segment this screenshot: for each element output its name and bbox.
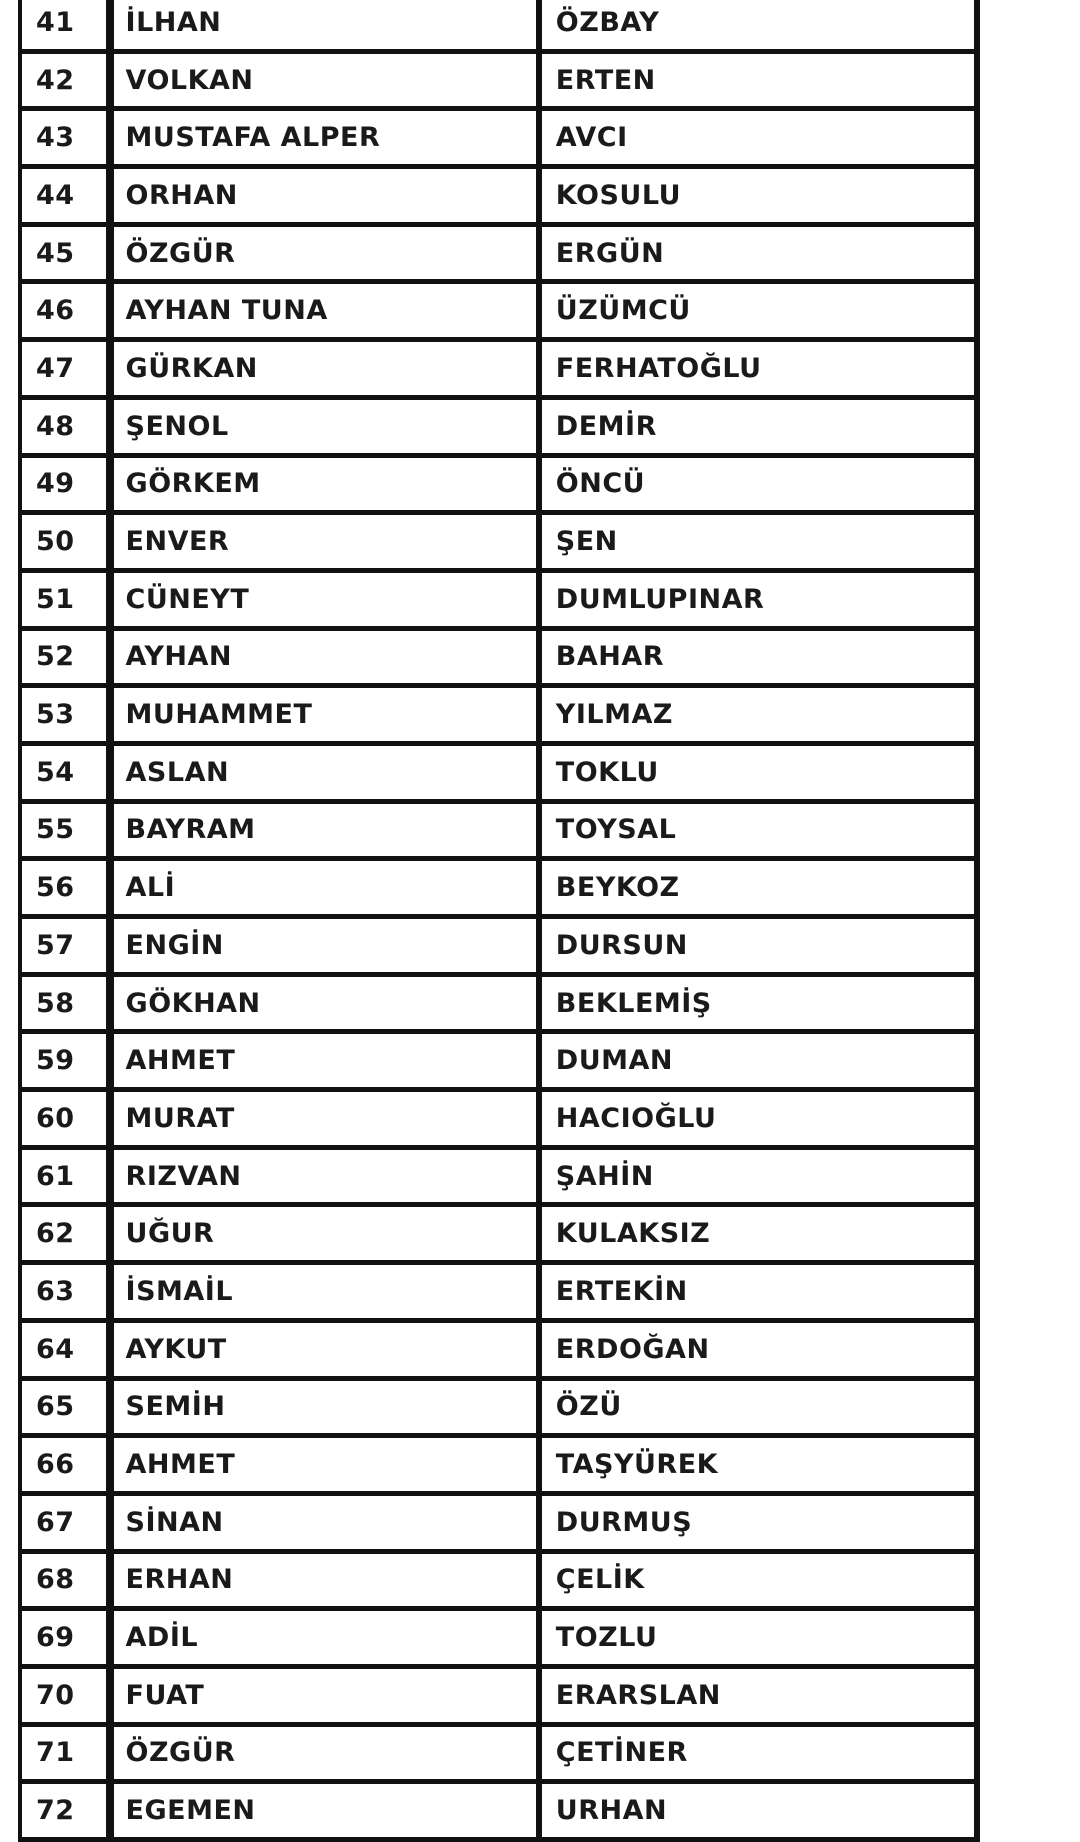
row-number: 54 (22, 746, 106, 799)
last-name-cell: TAŞYÜREK (542, 1438, 974, 1491)
first-name-cell: VOLKAN (114, 54, 536, 107)
last-name-cell: AVCI (542, 111, 974, 164)
table-row (22, 1092, 974, 1150)
first-name-cell: FUAT (114, 1669, 536, 1722)
first-name-cell: AHMET (114, 1034, 536, 1087)
row-number: 55 (22, 804, 106, 857)
row-number: 70 (22, 1669, 106, 1722)
first-name-cell: ÖZGÜR (114, 227, 536, 280)
first-name-cell: UĞUR (114, 1207, 536, 1260)
first-name-cell: GÖKHAN (114, 977, 536, 1030)
first-name-cell: SEMİH (114, 1381, 536, 1434)
row-number: 41 (22, 0, 106, 49)
table-row (22, 1323, 974, 1381)
table-row (22, 0, 974, 54)
last-name-cell: DUMLUPINAR (542, 573, 974, 626)
row-number: 65 (22, 1381, 106, 1434)
row-number: 56 (22, 861, 106, 914)
row-number: 43 (22, 111, 106, 164)
row-number: 52 (22, 631, 106, 684)
table-row (22, 1554, 974, 1612)
row-number: 45 (22, 227, 106, 280)
names-table (18, 0, 980, 1842)
last-name-cell: ERGÜN (542, 227, 974, 280)
last-name-cell: HACIOĞLU (542, 1092, 974, 1145)
table-row (22, 54, 974, 112)
first-name-cell: AYKUT (114, 1323, 536, 1376)
first-name-cell: ENVER (114, 515, 536, 568)
row-number: 42 (22, 54, 106, 107)
first-name-cell: ENGİN (114, 919, 536, 972)
first-name-cell: EGEMEN (114, 1784, 536, 1837)
first-name-cell: ADİL (114, 1611, 536, 1664)
table-row (22, 688, 974, 746)
table-row (22, 1265, 974, 1323)
last-name-cell: KULAKSIZ (542, 1207, 974, 1260)
row-number: 66 (22, 1438, 106, 1491)
row-number: 71 (22, 1727, 106, 1780)
row-number: 47 (22, 342, 106, 395)
table-row (22, 458, 974, 516)
row-number: 61 (22, 1150, 106, 1203)
row-number: 60 (22, 1092, 106, 1145)
row-number: 53 (22, 688, 106, 741)
first-name-cell: MUSTAFA ALPER (114, 111, 536, 164)
table-row (22, 1727, 974, 1785)
last-name-cell: DUMAN (542, 1034, 974, 1087)
table-row (22, 804, 974, 862)
last-name-cell: ÇETİNER (542, 1727, 974, 1780)
row-number: 46 (22, 284, 106, 337)
table-row (22, 1381, 974, 1439)
table-row (22, 111, 974, 169)
last-name-cell: DURSUN (542, 919, 974, 972)
first-name-cell: ŞENOL (114, 400, 536, 453)
table-row (22, 573, 974, 631)
table-row (22, 227, 974, 285)
last-name-cell: ÖZÜ (542, 1381, 974, 1434)
first-name-cell: CÜNEYT (114, 573, 536, 626)
table-row (22, 1496, 974, 1554)
table-row (22, 977, 974, 1035)
first-name-cell: AHMET (114, 1438, 536, 1491)
last-name-cell: ERTEKİN (542, 1265, 974, 1318)
first-name-cell: GÖRKEM (114, 458, 536, 511)
row-number: 49 (22, 458, 106, 511)
row-number: 44 (22, 169, 106, 222)
first-name-cell: İSMAİL (114, 1265, 536, 1318)
last-name-cell: ÖNCÜ (542, 458, 974, 511)
row-number: 51 (22, 573, 106, 626)
table-row (22, 1669, 974, 1727)
last-name-cell: DURMUŞ (542, 1496, 974, 1549)
table-row (22, 342, 974, 400)
row-number: 67 (22, 1496, 106, 1549)
last-name-cell: BEKLEMİŞ (542, 977, 974, 1030)
last-name-cell: ERDOĞAN (542, 1323, 974, 1376)
table-row (22, 746, 974, 804)
row-number: 57 (22, 919, 106, 972)
first-name-cell: MUHAMMET (114, 688, 536, 741)
table-row (22, 919, 974, 977)
last-name-cell: ÖZBAY (542, 0, 974, 49)
last-name-cell: URHAN (542, 1784, 974, 1837)
first-name-cell: ÖZGÜR (114, 1727, 536, 1780)
first-name-cell: GÜRKAN (114, 342, 536, 395)
row-number: 48 (22, 400, 106, 453)
last-name-cell: ERTEN (542, 54, 974, 107)
table-row (22, 400, 974, 458)
last-name-cell: TOYSAL (542, 804, 974, 857)
last-name-cell: ŞEN (542, 515, 974, 568)
last-name-cell: KOSULU (542, 169, 974, 222)
last-name-cell: DEMİR (542, 400, 974, 453)
row-number: 62 (22, 1207, 106, 1260)
table-row (22, 1034, 974, 1092)
first-name-cell: ERHAN (114, 1554, 536, 1607)
first-name-cell: ASLAN (114, 746, 536, 799)
row-number: 64 (22, 1323, 106, 1376)
row-number: 63 (22, 1265, 106, 1318)
last-name-cell: TOZLU (542, 1611, 974, 1664)
row-number: 68 (22, 1554, 106, 1607)
table-row (22, 1207, 974, 1265)
first-name-cell: ALİ (114, 861, 536, 914)
first-name-cell: MURAT (114, 1092, 536, 1145)
table-row (22, 284, 974, 342)
first-name-cell: AYHAN TUNA (114, 284, 536, 337)
last-name-cell: ÇELİK (542, 1554, 974, 1607)
row-number: 72 (22, 1784, 106, 1837)
last-name-cell: ERARSLAN (542, 1669, 974, 1722)
last-name-cell: BAHAR (542, 631, 974, 684)
last-name-cell: BEYKOZ (542, 861, 974, 914)
row-number: 59 (22, 1034, 106, 1087)
row-number: 58 (22, 977, 106, 1030)
first-name-cell: İLHAN (114, 0, 536, 49)
table-row (22, 1784, 974, 1842)
last-name-cell: ÜZÜMCÜ (542, 284, 974, 337)
table-row (22, 1611, 974, 1669)
first-name-cell: ORHAN (114, 169, 536, 222)
last-name-cell: ŞAHİN (542, 1150, 974, 1203)
table-row (22, 515, 974, 573)
last-name-cell: FERHATOĞLU (542, 342, 974, 395)
first-name-cell: SİNAN (114, 1496, 536, 1549)
table-row (22, 631, 974, 689)
first-name-cell: AYHAN (114, 631, 536, 684)
table-row (22, 1438, 974, 1496)
first-name-cell: RIZVAN (114, 1150, 536, 1203)
row-number: 69 (22, 1611, 106, 1664)
first-name-cell: BAYRAM (114, 804, 536, 857)
table-row (22, 169, 974, 227)
table-row (22, 1150, 974, 1208)
table-row (22, 861, 974, 919)
last-name-cell: TOKLU (542, 746, 974, 799)
last-name-cell: YILMAZ (542, 688, 974, 741)
row-number: 50 (22, 515, 106, 568)
